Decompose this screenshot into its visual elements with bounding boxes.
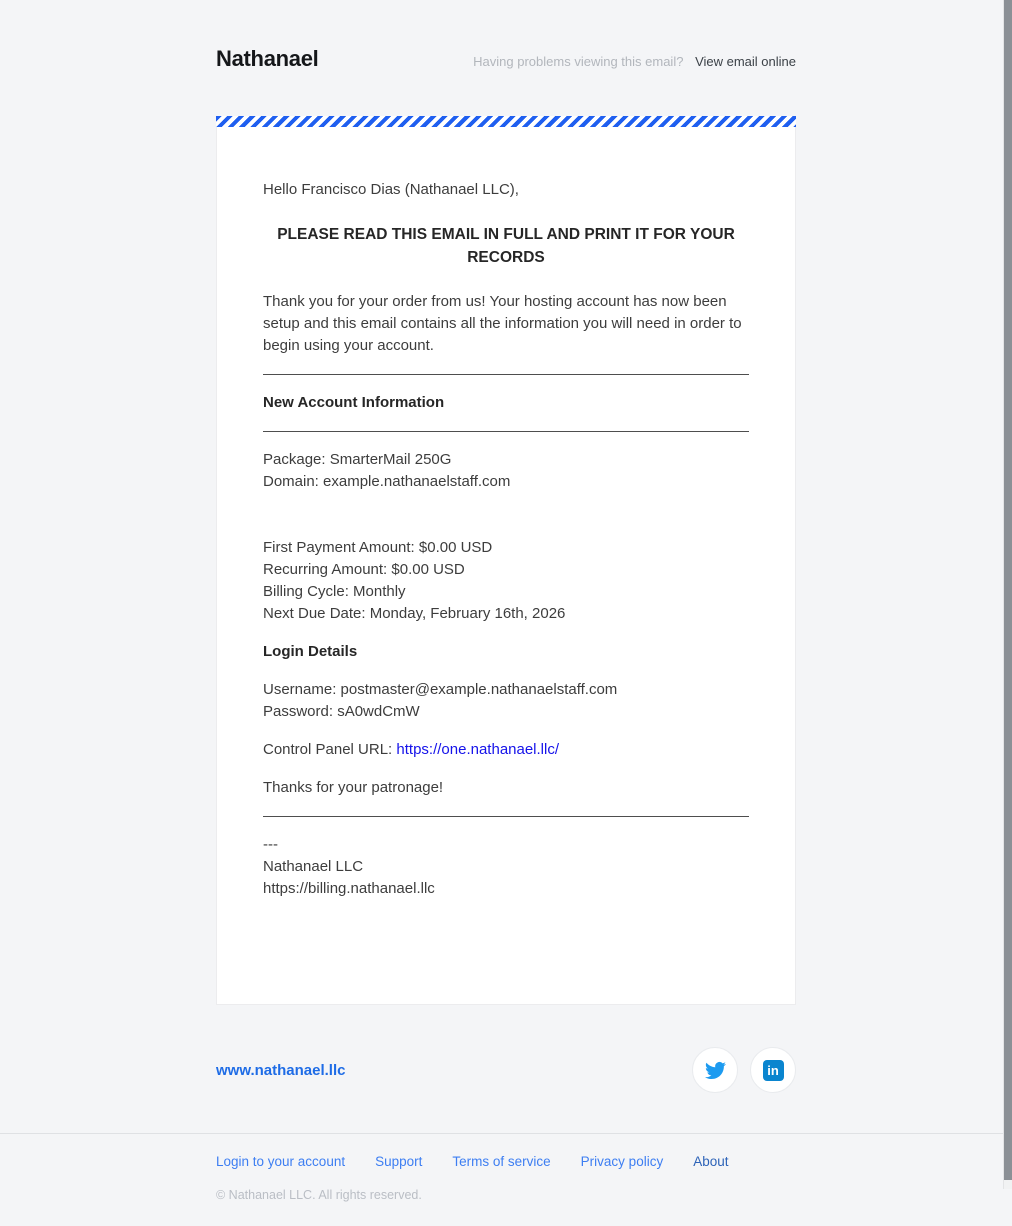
social-buttons [692, 1047, 796, 1093]
signature-dashes: --- [263, 836, 278, 853]
credentials-block [263, 679, 749, 723]
footer-link-login[interactable]: Login to your account [216, 1154, 346, 1169]
domain-line: Domain: example.nathanaelstaff.com [263, 473, 511, 490]
signature-url: https://billing.nathanael.llc [263, 880, 435, 897]
greeting-text: Hello Francisco Dias (Nathanael LLC), [263, 181, 519, 198]
copyright-text: © Nathanael LLC. All rights reserved. [216, 1188, 422, 1202]
control-panel-label: Control Panel URL: [263, 741, 393, 758]
next-due-date-line: Next Due Date: Monday, February 16th, 2026 [263, 605, 566, 622]
page-column [216, 0, 796, 1093]
site-link[interactable]: www.nathanael.llc [216, 1061, 346, 1079]
billing-cycle-line: Billing Cycle: Monthly [263, 583, 406, 600]
section-title-login-details: Login Details [263, 643, 358, 660]
package-block [263, 449, 749, 493]
striped-top-border [216, 116, 796, 127]
notice-heading: PLEASE READ THIS EMAIL IN FULL AND PRINT IT FOR YOUR RECORDS [277, 226, 735, 266]
problems-text: Having problems viewing this email? [473, 54, 684, 69]
brand-logo: Nathanael [216, 46, 319, 71]
control-panel-url-link[interactable]: https://one.nathanael.llc/ [396, 741, 560, 758]
divider-line [263, 816, 749, 817]
package-line: Package: SmarterMail 250G [263, 451, 452, 468]
email-header [216, 0, 796, 72]
recurring-amount-line: Recurring Amount: $0.00 USD [263, 561, 465, 578]
footer-link-about[interactable]: About [693, 1154, 729, 1169]
scrollbar-thumb[interactable] [1004, 0, 1012, 1180]
footer-link-privacy[interactable]: Privacy policy [580, 1154, 664, 1169]
footer-row [216, 1047, 796, 1093]
signature-company: Nathanael LLC [263, 858, 364, 875]
linkedin-button[interactable] [750, 1047, 796, 1093]
payment-block [263, 537, 749, 625]
footer-bar [0, 1133, 1012, 1226]
first-payment-line: First Payment Amount: $0.00 USD [263, 539, 493, 556]
email-body-card [216, 127, 796, 1005]
divider-line [263, 431, 749, 432]
footer-link-terms[interactable]: Terms of service [452, 1154, 551, 1169]
control-panel-line [263, 739, 749, 761]
scrollbar-track[interactable] [1003, 0, 1012, 1189]
thanks-text: Thanks for your patronage! [263, 779, 444, 796]
password-line: Password: sA0wdCmW [263, 703, 420, 720]
linkedin-icon: in [763, 1060, 784, 1081]
divider-line [263, 374, 749, 375]
twitter-button[interactable] [692, 1047, 738, 1093]
twitter-icon [705, 1060, 726, 1081]
view-online-row [473, 54, 796, 69]
signature-block [263, 834, 749, 900]
view-email-online-link[interactable]: View email online [695, 54, 796, 69]
section-title-new-account: New Account Information [263, 394, 445, 411]
intro-paragraph: Thank you for your order from us! Your hosting account has now been setup and this email contains all the information you will need in order to begin using your account. [263, 293, 742, 354]
footer-link-support[interactable]: Support [375, 1154, 423, 1169]
footer-links [216, 1154, 796, 1169]
username-line: Username: postmaster@example.nathanaelstaff.com [263, 681, 618, 698]
